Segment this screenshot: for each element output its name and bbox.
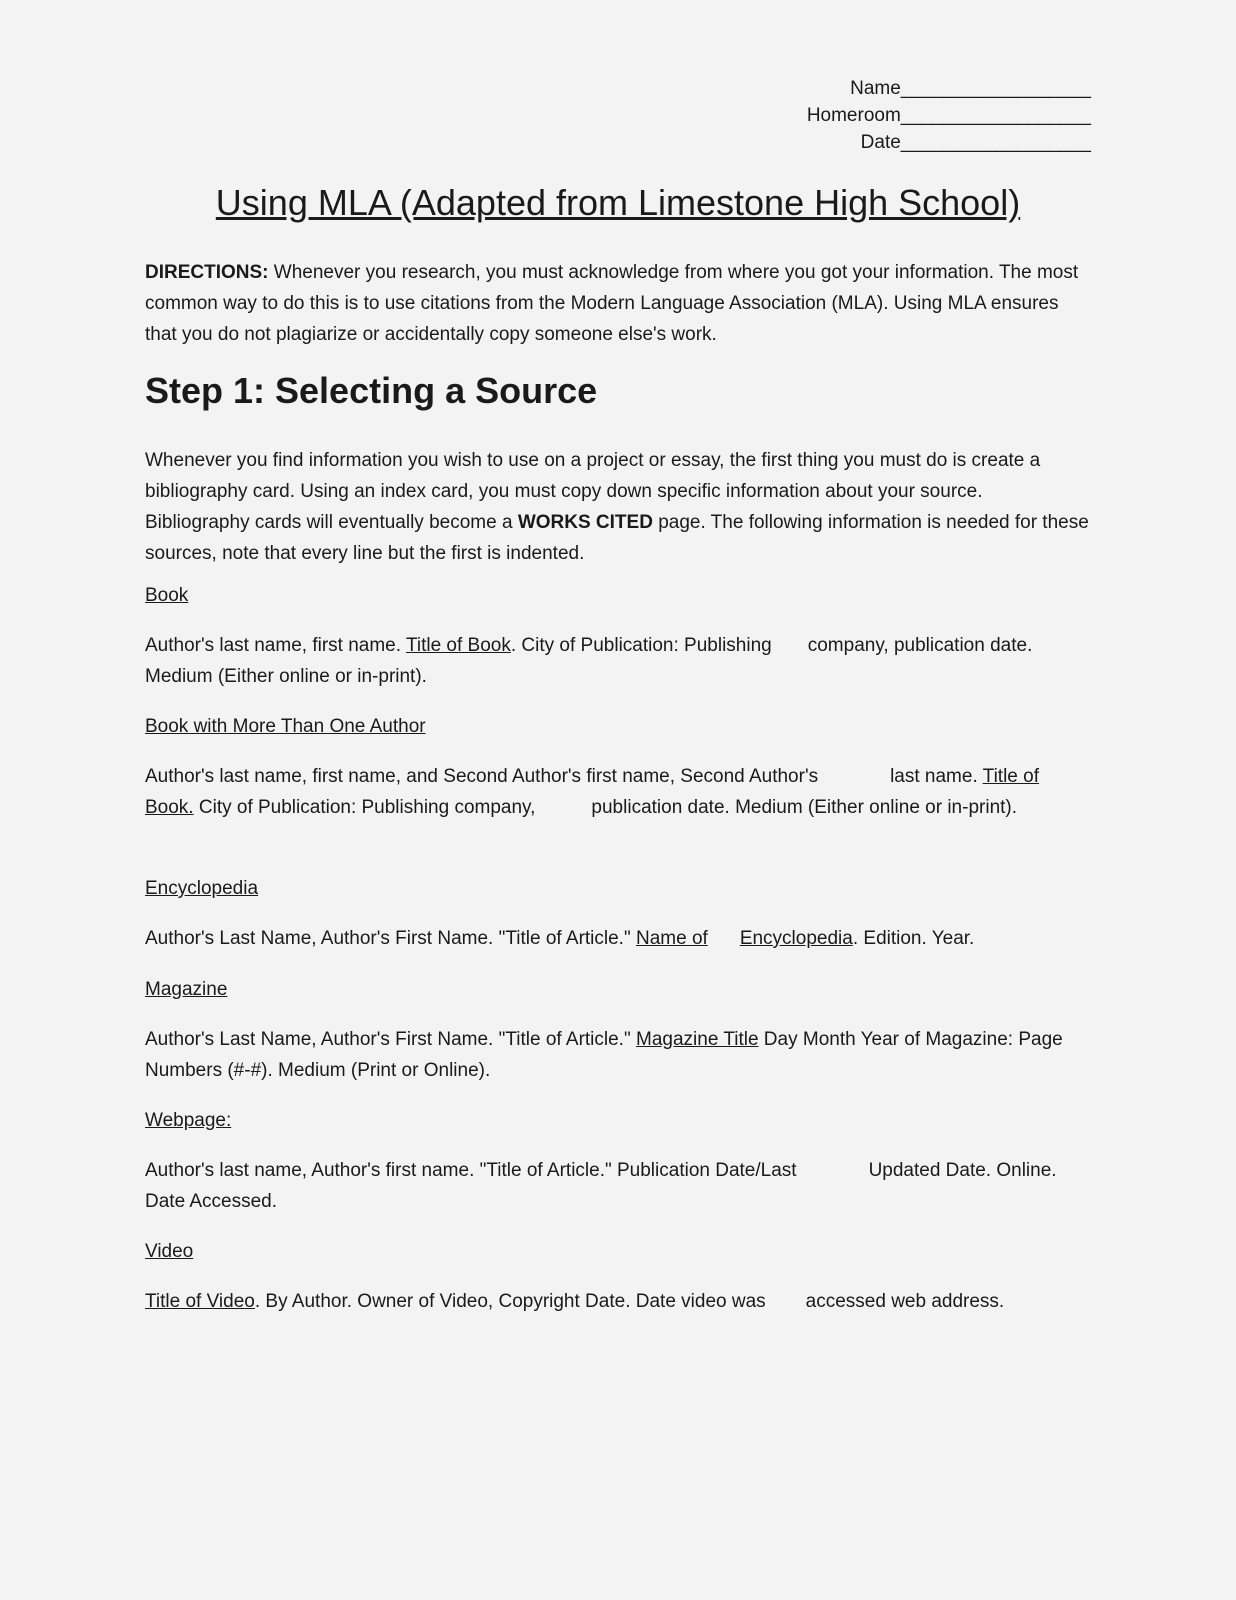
webpage-format-text: Author's last name, Author's first name. "Title of Article." Publication Date/Last	[145, 1160, 797, 1181]
book-multi-format-text: publication date. Medium (Either online or in-print).	[591, 797, 1018, 818]
encyclopedia-format	[145, 923, 1090, 954]
book-multi-format-text: last name.	[890, 766, 983, 787]
encyclopedia-format-text: Author's Last Name, Author's First Name. "Title of Article."	[145, 928, 636, 949]
directions-paragraph	[145, 257, 1090, 350]
magazine-format-text: Author's Last Name, Author's First Name. "Title of Article."	[145, 1029, 636, 1050]
works-cited-term: WORKS CITED	[517, 512, 653, 533]
book-label: Book	[145, 585, 189, 606]
book-title-placeholder: Title of Book	[405, 635, 511, 656]
encyclopedia-name-placeholder: Encyclopedia	[739, 928, 853, 949]
video-format-text: accessed web address.	[805, 1291, 1005, 1312]
webpage-format	[145, 1155, 1090, 1217]
video-title-placeholder: Title of Video	[145, 1291, 255, 1312]
directions-text: Whenever you research, you must acknowledge from where you got your information. The most common way to do this is to use citations from the Modern Language Association (MLA). Using MLA ensures that you do not plagiarize or accidentally copy someone else's work.	[145, 262, 1079, 345]
book-multi-author-label: Book with More Than One Author	[145, 716, 426, 737]
book-format-text: Author's last name, first name.	[145, 635, 406, 656]
name-field[interactable]: Name__________________	[850, 78, 1091, 99]
magazine-format-text: Day Month Year of Magazine: Page Numbers (#-#). Medium (Print or Online).	[145, 1029, 1063, 1081]
webpage-format-text: Updated Date. Online. Date Accessed.	[145, 1160, 1057, 1212]
encyclopedia-name-placeholder: Name of	[636, 928, 708, 949]
book-multi-format-text: City of Publication: Publishing company,	[193, 797, 536, 818]
book-multi-author-format	[145, 761, 1090, 823]
video-format-text: . By Author. Owner of Video, Copyright Date. Date video was	[254, 1291, 766, 1312]
magazine-label: Magazine	[145, 979, 228, 1000]
book-format-text: company, publication date. Medium (Either online or in-print).	[145, 635, 1033, 687]
magazine-format	[145, 1024, 1090, 1086]
date-field[interactable]: Date__________________	[860, 132, 1091, 153]
encyclopedia-format-text: . Edition. Year.	[852, 928, 975, 949]
book-multi-format-text: Author's last name, first name, and Second Author's first name, Second Author's	[145, 766, 819, 787]
step1-heading: Step 1: Selecting a Source	[145, 370, 598, 411]
page-title: Using MLA (Adapted from Limestone High School)	[215, 182, 1021, 223]
book-format	[145, 630, 1090, 692]
book-multi-title-placeholder: Title of Book.	[145, 766, 1039, 818]
webpage-label: Webpage:	[145, 1110, 232, 1131]
book-format-text: . City of Publication: Publishing	[510, 635, 772, 656]
video-format	[145, 1286, 1090, 1317]
student-info-fields	[807, 75, 1091, 156]
video-label: Video	[145, 1241, 194, 1262]
intro-text-end: page. The following information is needed for these sources, note that every line but the first is indented.	[145, 512, 1089, 564]
encyclopedia-label: Encyclopedia	[145, 878, 259, 899]
directions-label: DIRECTIONS:	[145, 262, 269, 283]
magazine-title-placeholder: Magazine Title	[636, 1029, 759, 1050]
intro-text-start: Whenever you find information you wish to use on a project or essay, the first thing you must do is create a bibliography card. Using an index card, you must copy down specific information about your source. Bibliography cards will eventually become a	[145, 450, 1041, 533]
step1-intro	[145, 445, 1090, 569]
homeroom-field[interactable]: Homeroom__________________	[806, 105, 1091, 126]
